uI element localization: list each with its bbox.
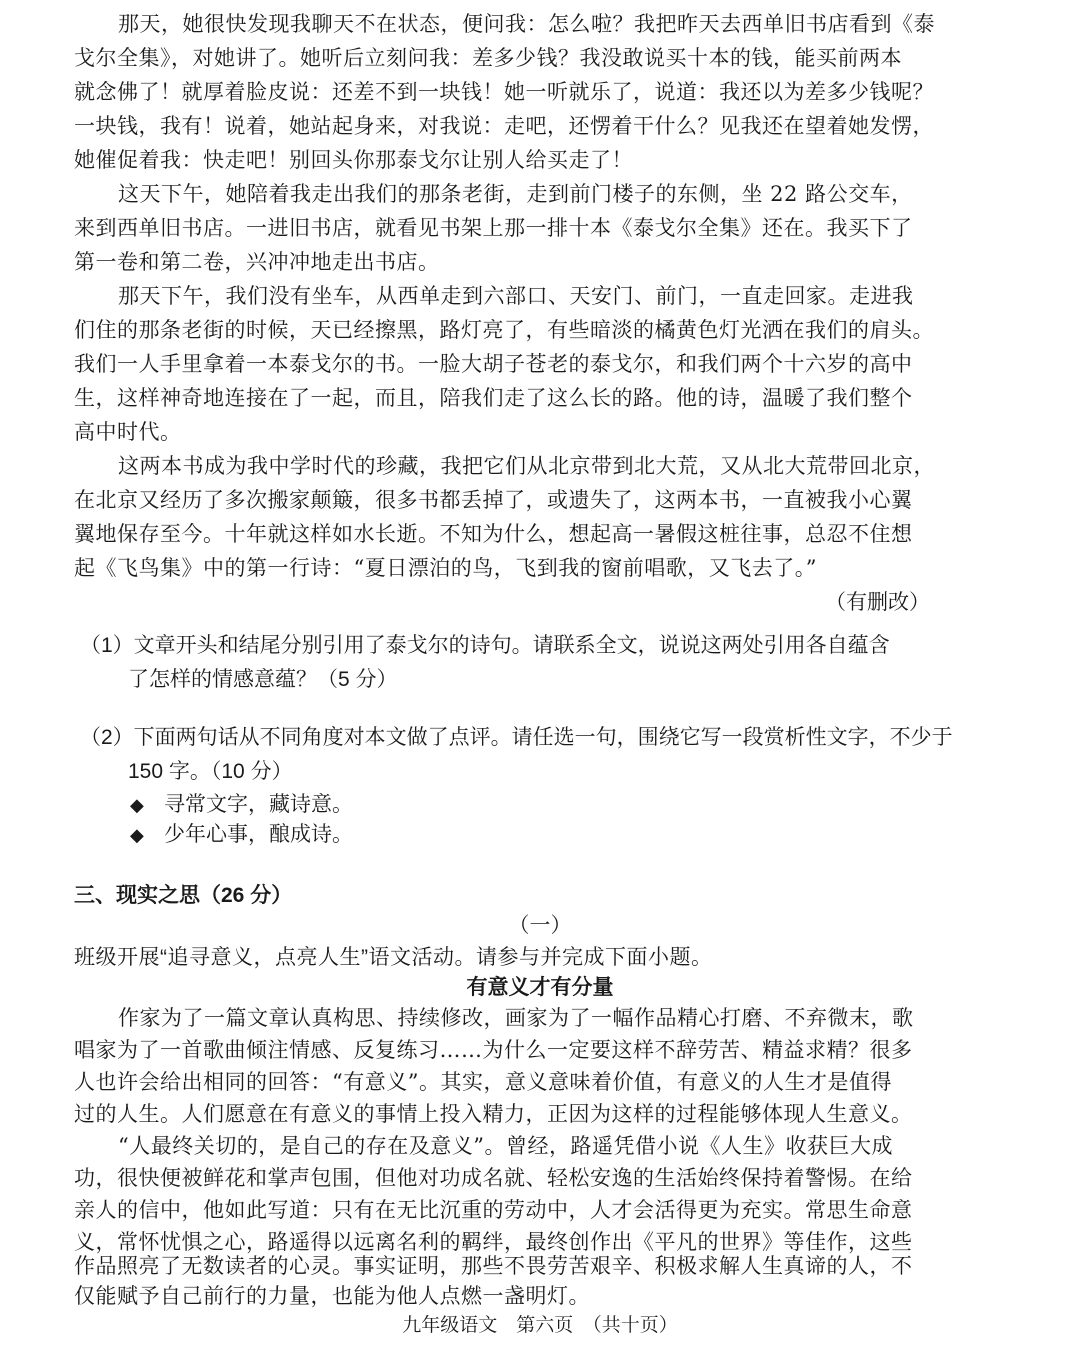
- question-2-text: （2）下面两句话从不同角度对本文做了点评。请任选一句，围绕它写一段赏析性文字，不少于: [80, 726, 953, 749]
- article-line: 唱家为了一首歌曲倾注情感、反复练习……为什么一定要这样不辞劳苦、精益求精？很多: [74, 1038, 913, 1062]
- passage-line: 来到西单旧书店。一进旧书店，就看见书架上那一排十本《泰戈尔全集》还在。我买下了: [74, 216, 913, 240]
- passage-line: 们住的那条老街的时候，天已经擦黑，路灯亮了，有些暗淡的橘黄色灯光洒在我们的肩头。: [74, 318, 934, 342]
- passage-line: 高中时代。: [74, 420, 182, 444]
- question-2-text-cont: 150 字。（10 分）: [128, 760, 293, 783]
- article-line: 义，常怀忧惧之心，路遥得以远离名利的羁绊，最终创作出《平凡的世界》等佳作，这些: [74, 1230, 913, 1254]
- passage-line: 在北京又经历了多次搬家颠簸，很多书都丢掉了，或遗失了，这两本书，一直被我小心翼: [74, 488, 913, 512]
- edit-note: （有删改）: [825, 590, 930, 614]
- option-text: 寻常文字，藏诗意。: [164, 792, 353, 816]
- article-title: 有意义才有分量: [466, 976, 614, 999]
- option-text: 少年心事，酿成诗。: [164, 822, 353, 846]
- activity-intro: 班级开展“追寻意义，点亮人生”语文活动。请参与并完成下面小题。: [74, 946, 713, 969]
- passage-line: 翼地保存至今。十年就这样如水长逝。不知为什么，想起高一暑假这桩往事，总忍不住想: [74, 522, 913, 546]
- article-line: 功，很快便被鲜花和掌声包围，但他对功成名就、轻松安逸的生活始终保持着警惕。在给: [74, 1166, 913, 1190]
- article-line: 作家为了一篇文章认真构思、持续修改，画家为了一幅作品精心打磨、不弃微末，歌: [118, 1006, 914, 1030]
- passage-line: 她催促着我：快走吧！别回头你那泰戈尔让别人给买走了！: [74, 148, 633, 172]
- diamond-bullet-icon: ◆: [130, 825, 144, 846]
- question-1-text: （1）文章开头和结尾分别引用了泰戈尔的诗句。请联系全文，说说这两处引用各自蕴含: [80, 634, 890, 657]
- passage-line: 那天，她很快发现我聊天不在状态，便问我：怎么啦？我把昨天去西单旧书店看到《泰: [118, 12, 935, 36]
- diamond-bullet-icon: ◆: [130, 795, 144, 816]
- passage-line: 我们一人手里拿着一本泰戈尔的书。一脸大胡子苍老的泰戈尔，和我们两个十六岁的高中: [74, 352, 913, 376]
- passage-line: 生，这样神奇地连接在了一起，而且，陪我们走了这么长的路。他的诗，温暖了我们整个: [74, 386, 913, 410]
- passage-line: 这天下午，她陪着我走出我们的那条老街，走到前门楼子的东侧，坐 22 路公交车，: [118, 182, 913, 206]
- passage-line: 一块钱，我有！说着，她站起身来，对我说：走吧，还愣着干什么？见我还在望着她发愣，: [74, 114, 934, 138]
- page-footer: 九年级语文 第六页 （共十页）: [402, 1314, 678, 1336]
- article-line: 人也许会给出相同的回答：“有意义”。其实，意义意味着价值，有意义的人生才是值得: [74, 1070, 892, 1094]
- article-line: 亲人的信中，他如此写道：只有在无比沉重的劳动中，人才会活得更为充实。常思生命意: [74, 1198, 913, 1222]
- article-line: 作品照亮了无数读者的心灵。事实证明，那些不畏劳苦艰辛、积极求解人生真谛的人，不: [74, 1254, 913, 1278]
- passage-line: 第一卷和第二卷，兴冲冲地走出书店。: [74, 250, 440, 274]
- article-line: 过的人生。人们愿意在有意义的事情上投入精力，正因为这样的过程能够体现人生意义。: [74, 1102, 913, 1126]
- article-line: 仅能赋予自己前行的力量，也能为他人点燃一盏明灯。: [74, 1284, 590, 1308]
- passage-line: 就念佛了！就厚着脸皮说：还差不到一块钱！她一听就乐了，说道：我还以为差多少钱呢？: [74, 80, 934, 104]
- passage-line: 那天下午，我们没有坐车，从西单走到六部口、天安门、前门，一直走回家。走进我: [118, 284, 914, 308]
- option-item: [130, 788, 353, 822]
- section-title: 三、现实之思（26 分）: [74, 884, 293, 907]
- option-item: [130, 818, 353, 852]
- passage-line: 起《飞鸟集》中的第一行诗：“夏日漂泊的鸟，飞到我的窗前唱歌，又飞去了。”: [74, 556, 817, 580]
- passage-line: 戈尔全集》，对她讲了。她听后立刻问我：差多少钱？我没敢说买十本的钱，能买前两本: [74, 46, 902, 70]
- article-line: “人最终关切的，是自己的存在及意义”。曾经，路遥凭借小说《人生》收获巨大成: [118, 1134, 893, 1158]
- question-1-text-cont: 了怎样的情感意蕴？（5 分）: [128, 668, 398, 691]
- passage-line: 这两本书成为我中学时代的珍藏，我把它们从北京带到北大荒，又从北大荒带回北京，: [118, 454, 935, 478]
- part-label: （一）: [508, 914, 572, 937]
